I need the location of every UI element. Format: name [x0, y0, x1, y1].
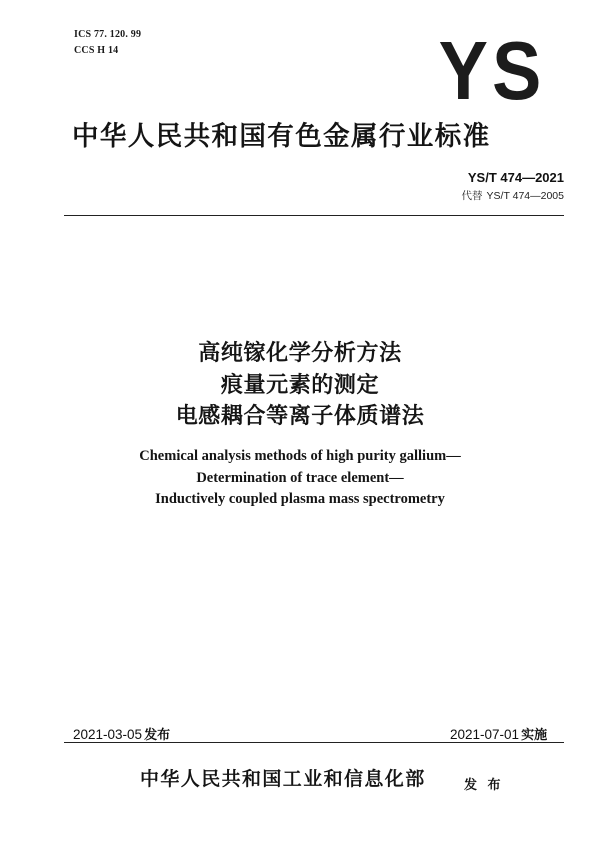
standard-number: YS/T 474—2021 [467, 170, 564, 185]
ys-logo: YS [438, 23, 546, 117]
implement-label: 实施 [521, 728, 548, 743]
en-title-line-1: Chemical analysis methods of high purity gallium— [139, 448, 461, 464]
bottom-divider [64, 742, 564, 743]
replaces-line [394, 188, 564, 203]
industry-standard-title: 中华人民共和国有色金属行业标准 [72, 121, 491, 152]
en-title-line-2: Determination of trace element— [196, 470, 404, 486]
implement-date [450, 724, 547, 743]
ccs-code: CCS H 14 [74, 45, 119, 56]
publish-date-value: 2021-03-05 [73, 727, 143, 742]
replaced-standard-number: YS/T 474—2005 [486, 190, 564, 202]
replaces-label: 代替 [461, 190, 483, 202]
issuing-ministry: 中华人民共和国工业和信息化部 [140, 768, 426, 790]
cn-title-line-1: 高纯镓化学分析方法 [198, 341, 402, 366]
en-title-line-3: Inductively coupled plasma mass spectrometry [155, 491, 445, 507]
publish-date [73, 724, 170, 743]
issue-label: 发 布 [464, 778, 504, 793]
cn-title-line-3: 电感耦合等离子体质谱法 [175, 404, 425, 429]
cn-title-line-2: 痕量元素的测定 [220, 373, 380, 398]
publish-label: 发布 [144, 728, 171, 743]
ics-code: ICS 77. 120. 99 [74, 29, 142, 40]
top-divider [64, 215, 564, 216]
implement-date-value: 2021-07-01 [450, 727, 520, 742]
